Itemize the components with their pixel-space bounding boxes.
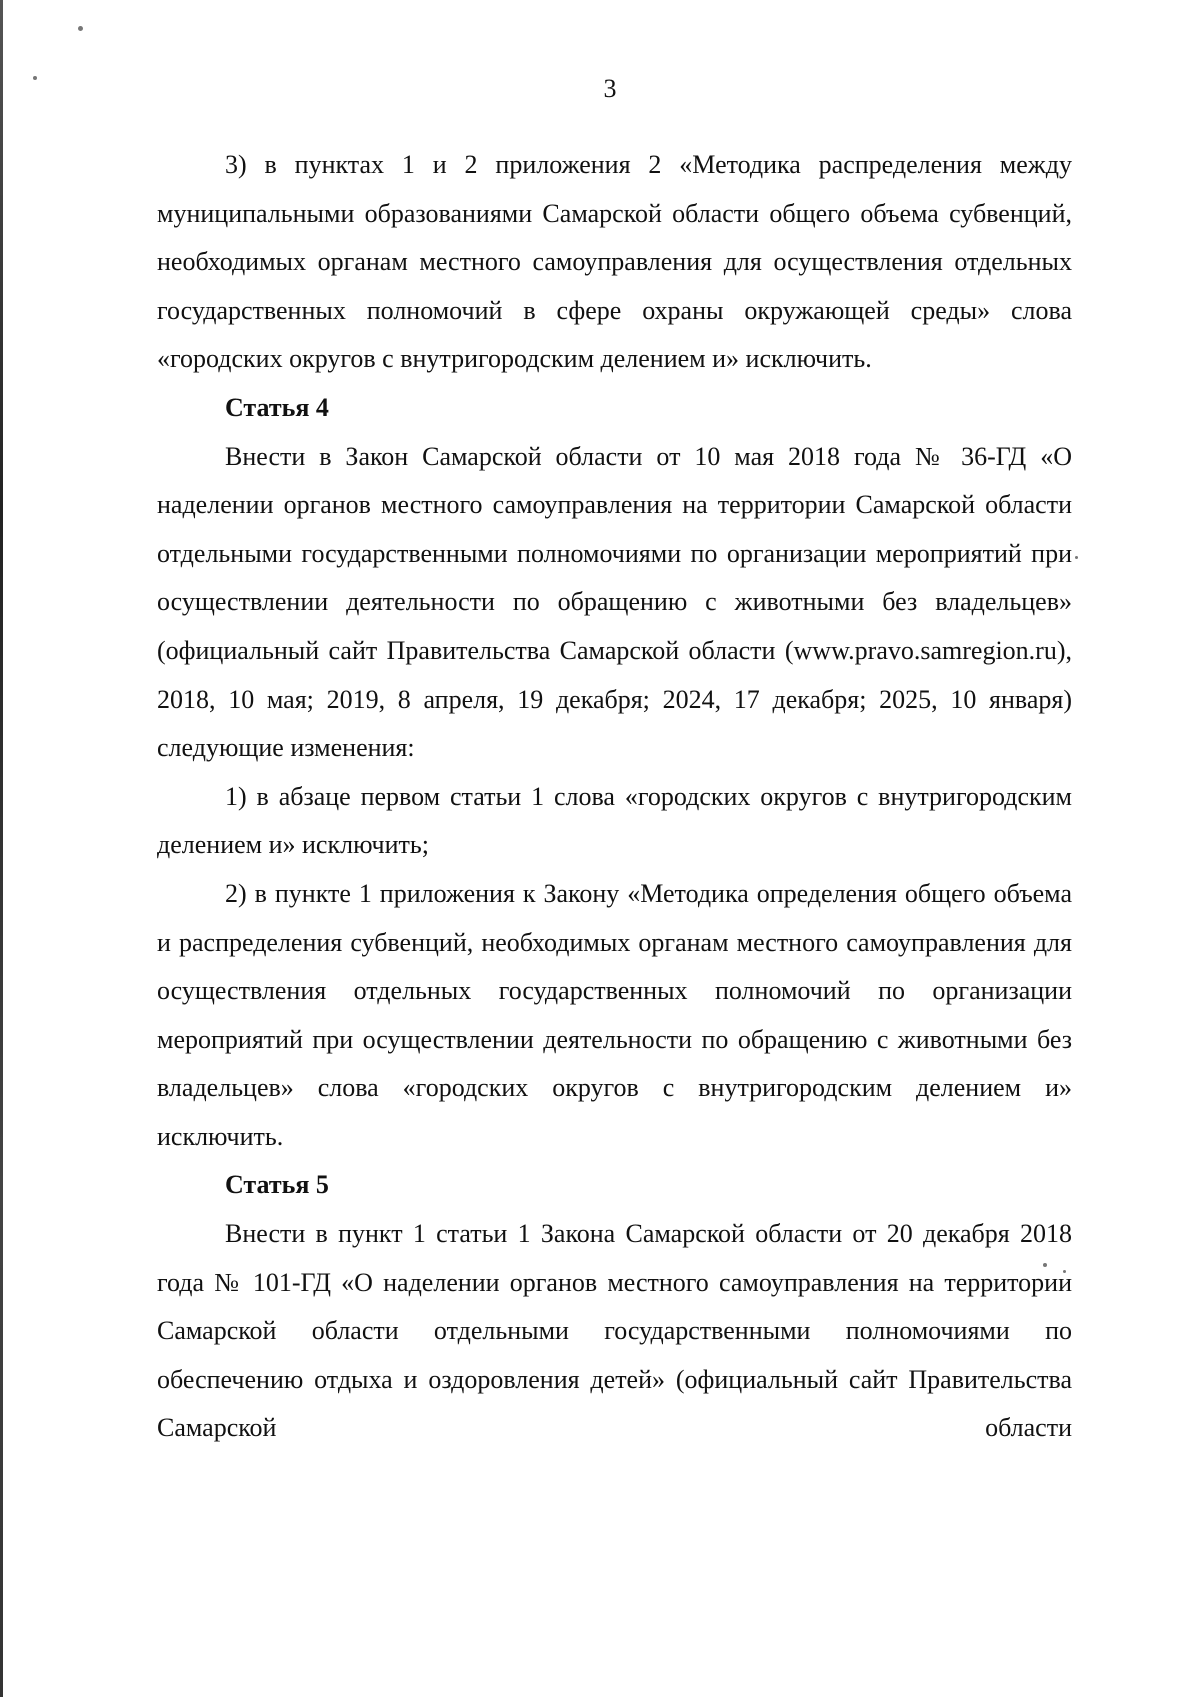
- paragraph-article-5-intro: Внести в пункт 1 статьи 1 Закона Самарской области от 20 декабря 2018 года № 101-ГД «О наделении органов местного самоуправления на территории Самарской области отдельными государственными полномочиями по обеспечению отдыха и оздоровления детей» (официальный сайт Правительства Самарской области: [157, 1219, 1072, 1443]
- scan-left-edge: [0, 0, 3, 1697]
- scan-speck: [1075, 556, 1078, 559]
- paragraph-article-4-intro: Внести в Закон Самарской области от 10 мая 2018 года № 36-ГД «О наделении органов местного самоуправления на территории Самарской области отдельными государственными полномочиями по организации мероприятий при осуществлении деятельности по обращению с животными без владельцев» (официальный сайт Правительства Самарской области (www.pravo.samregion.ru), 2018, 10 мая; 2019, 8 апреля, 19 декабря; 2024, 17 декабря; 2025, 10 января) следующие изменения:: [157, 441, 1072, 763]
- document-body: [157, 141, 1072, 1453]
- paragraph-item-3: 3) в пунктах 1 и 2 приложения 2 «Методика распределения между муниципальными образованиями Самарской области общего объема субвенций, необходимых органам местного самоуправления для осуществления отдельных государственных полномочий в сфере охраны окружающей среды» слова «городских округов с внутригородским делением и» исключить.: [157, 150, 1072, 374]
- article-heading-4: Статья 4: [225, 392, 329, 422]
- scan-speck: [78, 26, 83, 31]
- article-heading-5: Статья 5: [225, 1170, 329, 1200]
- paragraph-change-2: 2) в пункте 1 приложения к Закону «Методика определения общего объема и распределения субвенций, необходимых органам местного самоуправления для осуществления отдельных государственных полномочий по организации мероприятий при осуществлении деятельности по обращению с животными без владельцев» слова «городских округов с внутригородским делением и» исключить.: [157, 878, 1072, 1151]
- paragraph-change-1: 1) в абзаце первом статьи 1 слова «городских округов с внутригородским делением и» исключить;: [157, 781, 1072, 860]
- page-number: 3: [603, 74, 617, 103]
